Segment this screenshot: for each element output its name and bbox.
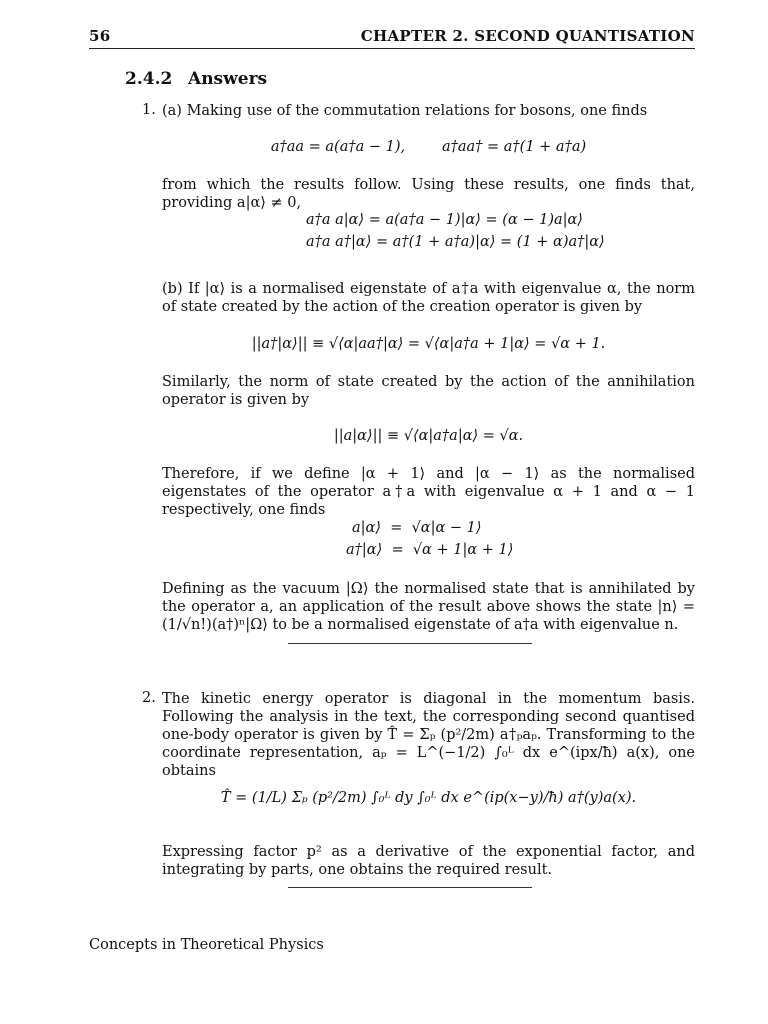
answer-1a-followup: from which the results follow. Using these results, one finds that, providing a|α⟩ ≠ 0,: [162, 177, 695, 211]
answer-1-number: 1.: [142, 102, 156, 118]
equation-raising: a†a a†|α⟩ = a†(1 + a†a)|α⟩ = (1 + α)a†|α⟩: [306, 234, 605, 250]
page-number: 56: [89, 27, 111, 45]
section-number: 2.4.2: [125, 69, 173, 89]
answer-2-number: 2.: [142, 690, 156, 706]
answer-2-closing: Expressing factor p² as a derivative of the exponential factor, and integrating by parts, one obtains the required result.: [162, 844, 695, 878]
equation-kinetic-energy: T̂ = (1/L) Σₚ (p²/2m) ∫₀ᴸ dy ∫₀ᴸ dx e^(ip(x−y)/ħ) a†(y)a(x).: [220, 790, 637, 806]
answer-1b-intro: (b) If |α⟩ is a normalised eigenstate of a†a with eigenvalue α, the norm of state created by the action of the creation operator is given by: [162, 281, 695, 315]
section-title: Answers: [188, 69, 268, 89]
answer-separator: [288, 643, 532, 644]
answer-1b-vacuum: Defining as the vacuum |Ω⟩ the normalised state that is annihilated by the operator a, an application of the result above shows the state |n⟩ = (1/√n!)(a†)ⁿ|Ω⟩ to be a normalised eigenstate of a†a with eigenvalue n.: [162, 581, 695, 633]
equation-annihilation-norm: ||a|α⟩|| ≡ √⟨α|a†a|α⟩ = √α.: [333, 428, 524, 444]
footer-book-title: Concepts in Theoretical Physics: [89, 937, 324, 953]
equation-creation-norm: ||a†|α⟩|| ≡ √⟨α|aa†|α⟩ = √⟨α|a†a + 1|α⟩ = √α + 1.: [251, 336, 606, 352]
answer-1a-intro: (a) Making use of the commutation relations for bosons, one finds: [162, 103, 648, 119]
header-rule: [89, 48, 695, 49]
equation-raising-normalised: a†|α⟩ = √α + 1|α + 1⟩: [346, 542, 514, 558]
equation-lowering: a†a a|α⟩ = a(a†a − 1)|α⟩ = (α − 1)a|α⟩: [306, 212, 583, 228]
answer-1b-similarly: Similarly, the norm of state created by the action of the annihilation operator is given by: [162, 374, 695, 408]
answer-separator: [288, 887, 532, 888]
answer-2-intro: The kinetic energy operator is diagonal in the momentum basis. Following the analysis in the text, the corresponding second quantised one-body operator is given by T̂ = Σₚ (p²/2m) a†ₚaₚ. Transforming to the coordinate representation, aₚ = L^(−1/2) ∫₀ᴸ dx e^(ipx/ħ) a(x), one obtains: [162, 691, 695, 779]
chapter-title: CHAPTER 2. SECOND QUANTISATION: [360, 27, 695, 45]
equation-lowering-normalised: a|α⟩ = √α|α − 1⟩: [352, 520, 482, 536]
answer-1b-therefore: Therefore, if we define |α + 1⟩ and |α − 1⟩ as the normalised eigenstates of the operator a†a with eigenvalue α + 1 and α − 1 respectively, one finds: [162, 466, 695, 518]
equation-commutation: a†aa = a(a†a − 1), a†aa† = a†(1 + a†a): [270, 139, 587, 155]
